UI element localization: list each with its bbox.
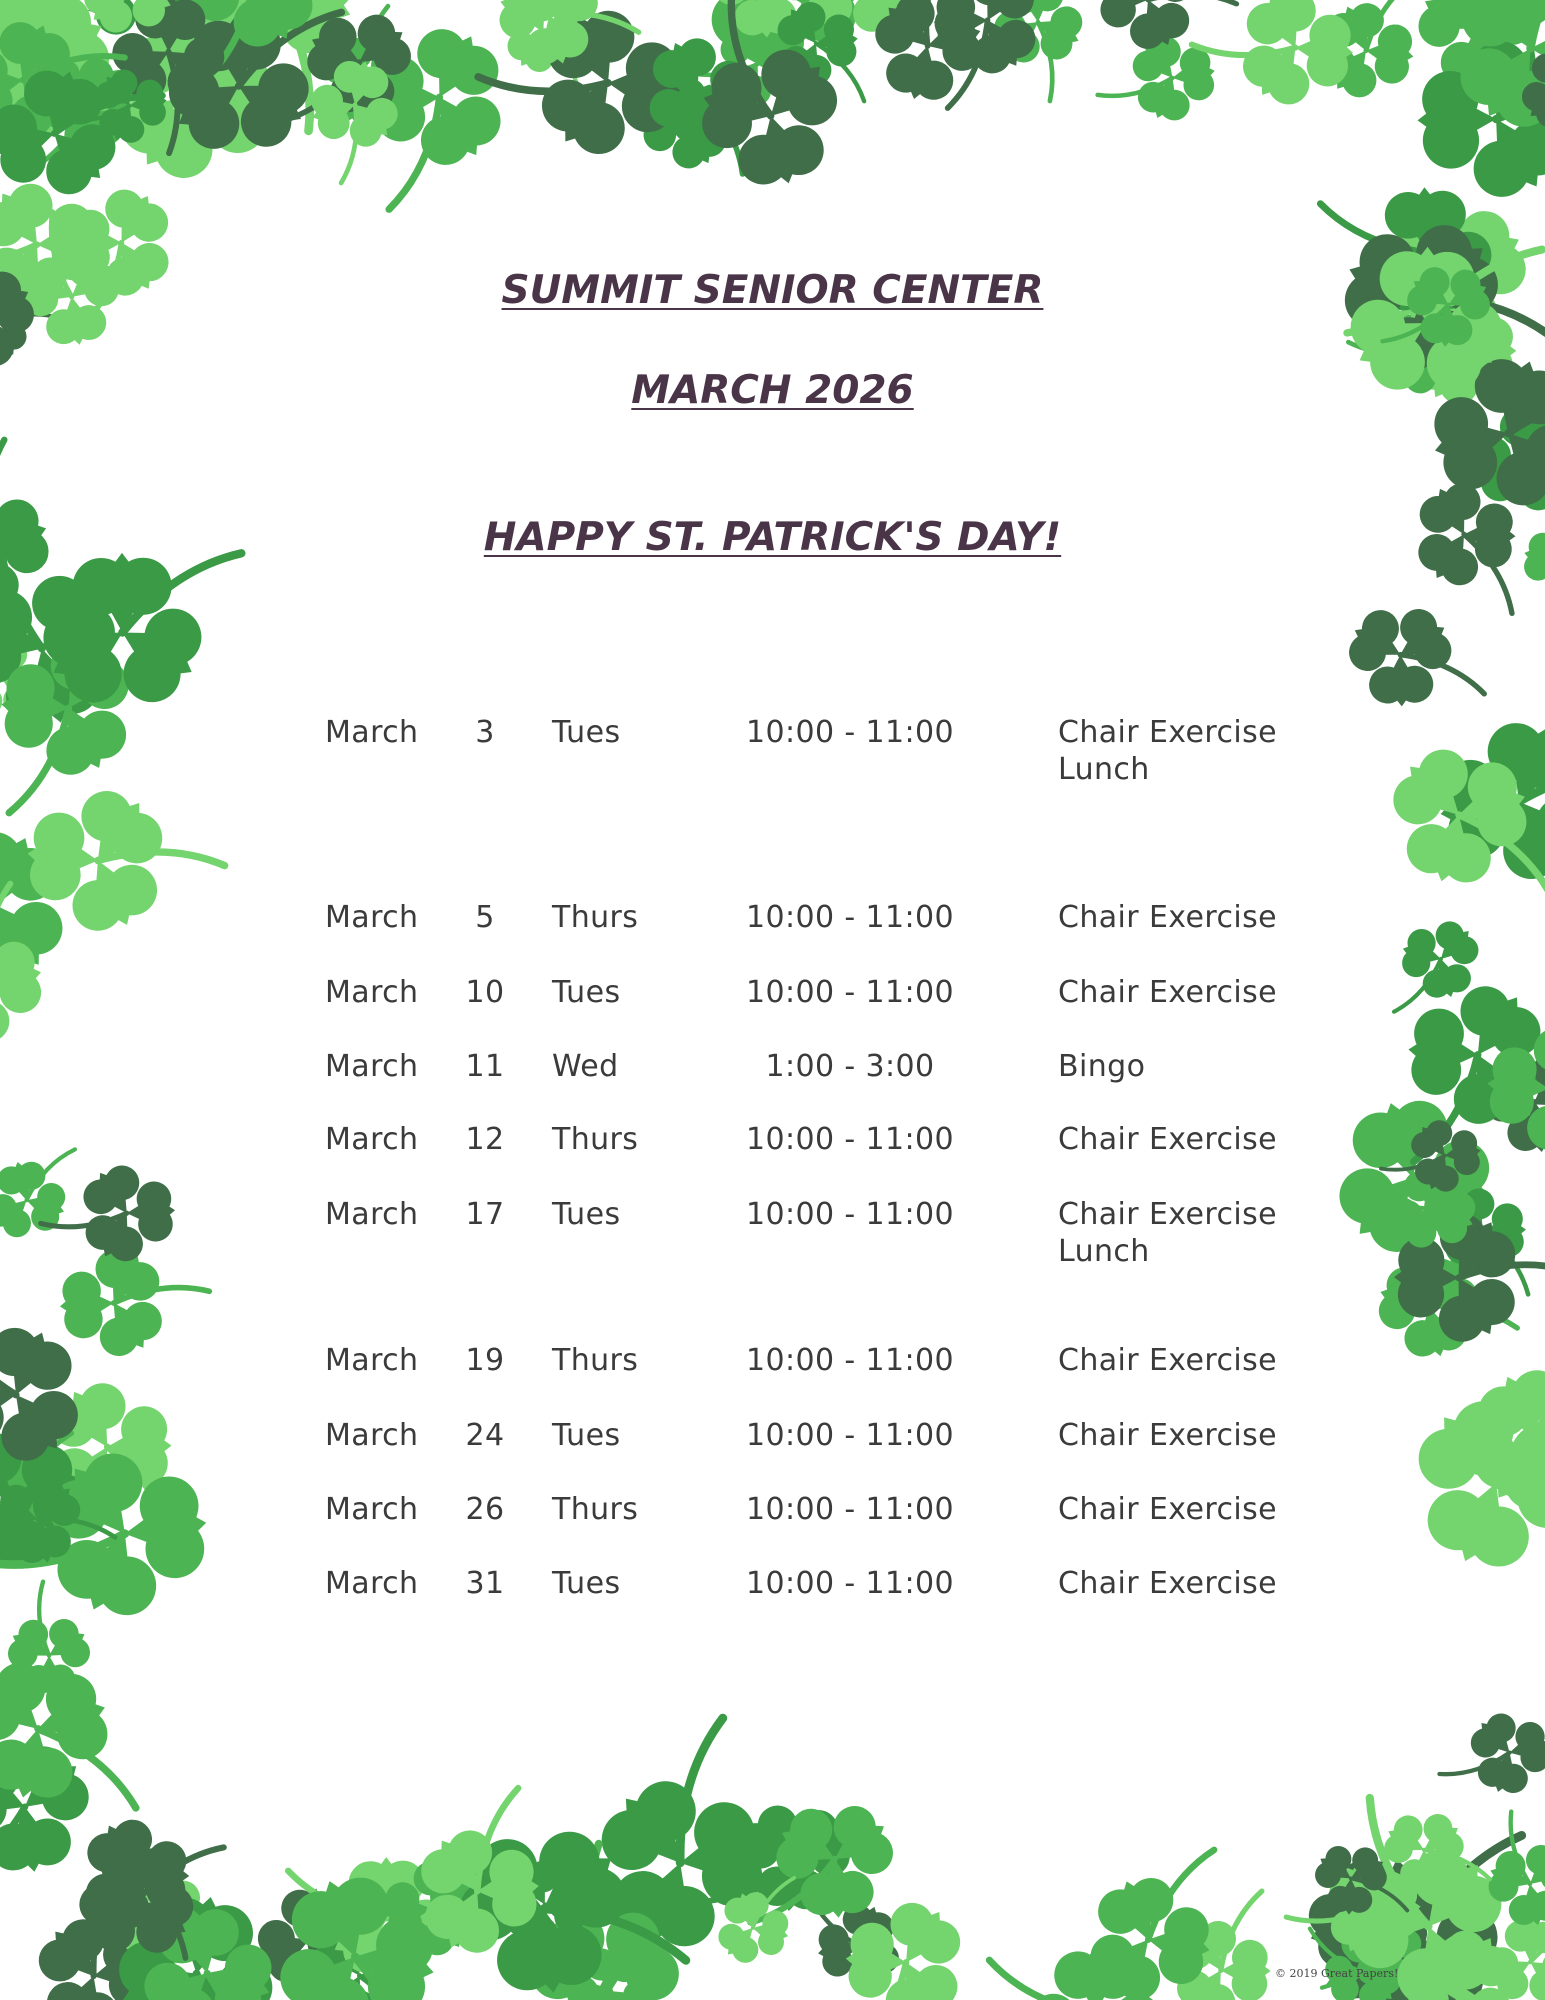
row-weekday: Thurs: [552, 1492, 639, 1527]
row-month: March: [325, 1492, 419, 1527]
copyright-text: © 2019 Great Papers!: [1275, 1967, 1399, 1980]
page-title: SUMMIT SENIOR CENTER: [501, 268, 1044, 313]
row-day: 19: [465, 1343, 505, 1378]
row-month: March: [325, 1049, 419, 1084]
row-time: 10:00 - 11:00: [745, 975, 954, 1010]
row-activity: Chair Exercise: [1058, 1418, 1277, 1453]
row-weekday: Tues: [552, 1418, 621, 1453]
row-day: 12: [465, 1122, 505, 1157]
row-day: 11: [465, 1049, 505, 1084]
row-weekday: Tues: [552, 1566, 621, 1601]
row-time: 10:00 - 11:00: [745, 1197, 954, 1232]
row-activity: Chair Exercise: [1058, 1197, 1277, 1232]
row-time: 10:00 - 11:00: [745, 1122, 954, 1157]
greeting: HAPPY ST. PATRICK'S DAY!: [483, 515, 1062, 560]
row-activity: Chair Exercise: [1058, 1566, 1277, 1601]
row-day: 17: [465, 1197, 505, 1232]
row-activity: Chair Exercise: [1058, 1122, 1277, 1157]
row-day: 3: [475, 715, 495, 750]
row-month: March: [325, 1343, 419, 1378]
row-month: March: [325, 1566, 419, 1601]
row-activity: Chair Exercise: [1058, 1343, 1277, 1378]
row-time: 10:00 - 11:00: [745, 1418, 954, 1453]
row-day: 10: [465, 975, 505, 1010]
row-activity: Chair Exercise: [1058, 1492, 1277, 1527]
row-activity: Chair Exercise: [1058, 715, 1277, 750]
row-month: March: [325, 1197, 419, 1232]
row-day: 5: [475, 900, 495, 935]
row-weekday: Thurs: [552, 1343, 639, 1378]
row-weekday: Wed: [552, 1049, 619, 1084]
row-weekday: Tues: [552, 715, 621, 750]
row-month: March: [325, 900, 419, 935]
row-weekday: Tues: [552, 975, 621, 1010]
row-time: 1:00 - 3:00: [765, 1049, 935, 1084]
row-day: 31: [465, 1566, 505, 1601]
row-month: March: [325, 975, 419, 1010]
row-month: March: [325, 1418, 419, 1453]
row-weekday: Tues: [552, 1197, 621, 1232]
month-title: MARCH 2026: [631, 368, 914, 413]
row-weekday: Thurs: [552, 900, 639, 935]
row-extra-activity: Lunch: [1058, 752, 1150, 787]
row-activity: Bingo: [1058, 1049, 1146, 1084]
row-weekday: Thurs: [552, 1122, 639, 1157]
row-day: 26: [465, 1492, 505, 1527]
row-time: 10:00 - 11:00: [745, 1492, 954, 1527]
row-day: 24: [465, 1418, 505, 1453]
row-activity: Chair Exercise: [1058, 975, 1277, 1010]
row-time: 10:00 - 11:00: [745, 1566, 954, 1601]
row-month: March: [325, 1122, 419, 1157]
row-time: 10:00 - 11:00: [745, 715, 954, 750]
row-month: March: [325, 715, 419, 750]
row-activity: Chair Exercise: [1058, 900, 1277, 935]
row-time: 10:00 - 11:00: [745, 900, 954, 935]
row-extra-activity: Lunch: [1058, 1234, 1150, 1269]
row-time: 10:00 - 11:00: [745, 1343, 954, 1378]
